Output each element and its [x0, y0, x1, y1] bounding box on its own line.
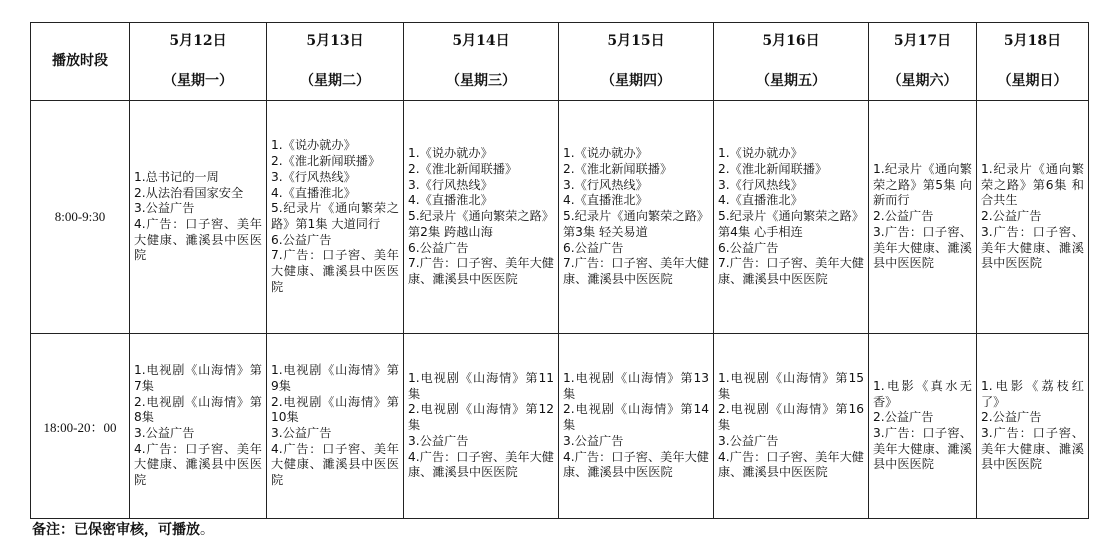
program-cell: [559, 101, 714, 334]
program-cell: [130, 334, 267, 519]
program-item: 2.《淮北新闻联播》: [718, 162, 828, 177]
day-header: [977, 23, 1089, 101]
program-item: 1.电视剧《山海情》第9集: [271, 363, 399, 393]
program-item: 7.广告：口子窖、美年大健康、濉溪县中医医院: [271, 248, 399, 294]
day-date: 5月16日: [762, 33, 820, 49]
program-item: 2.电视剧《山海情》第10集: [271, 394, 399, 425]
note-label: 备注：已保密审核，可播放: [32, 522, 200, 538]
broadcast-schedule-table: [30, 22, 1089, 519]
program-item: 3.广告：口子窖、美年大健康、濉溪县中医医院: [981, 224, 1084, 271]
program-item: 3.公益广告: [134, 201, 195, 216]
program-item: 3.公益广告: [563, 433, 624, 448]
day-weekday: （星期三）: [446, 72, 516, 89]
day-weekday: （星期一）: [163, 72, 233, 89]
program-cell: [404, 334, 559, 519]
program-cell: [130, 101, 267, 334]
program-item: 2.电视剧《山海情》第8集: [134, 394, 262, 425]
program-item: 1.电视剧《山海情》第15集: [718, 371, 864, 401]
program-cell: [714, 101, 869, 334]
program-item: 1.电视剧《山海情》第13集: [563, 371, 709, 401]
day-date: 5月14日: [452, 33, 510, 49]
program-item: 6.公益广告: [718, 240, 779, 255]
program-item: 1.《说办就办》: [718, 146, 803, 161]
program-cell: [977, 334, 1089, 519]
program-item: 2.公益广告: [873, 410, 934, 425]
program-item: 6.公益广告: [563, 240, 624, 255]
program-item: 3.公益广告: [718, 433, 779, 448]
program-cell: [267, 334, 404, 519]
program-item: 4.《直播淮北》: [718, 193, 803, 208]
program-item: 4.广告：口子窖、美年大健康、濉溪县中医医院: [134, 441, 262, 488]
day-date: 5月13日: [306, 33, 364, 49]
day-weekday: （星期四）: [601, 72, 671, 89]
program-item: 1.电视剧《山海情》第7集: [134, 363, 262, 393]
program-item: 4.《直播淮北》: [408, 193, 493, 208]
program-item: 5.纪录片《通向繁荣之路》第4集 心手相连: [718, 209, 864, 239]
program-item: 3.广告：口子窖、美年大健康、濉溪县中医医院: [873, 224, 972, 271]
schedule-row-morning: [31, 101, 1089, 334]
day-date: 5月18日: [1003, 33, 1062, 49]
time-slot: 18:00-20：00: [31, 334, 130, 519]
program-item: 2.《淮北新闻联播》: [563, 162, 673, 177]
program-item: 3.公益广告: [271, 426, 332, 440]
program-item: 2.公益广告: [981, 410, 1042, 425]
program-item: 2.《淮北新闻联播》: [408, 162, 518, 177]
program-item: 5.纪录片《通向繁荣之路》第2集 跨越山海: [408, 209, 554, 239]
note-punct: 。: [200, 522, 214, 538]
time-slot: 8:00-9:30: [31, 101, 130, 334]
program-item: 2.从法治看国家安全: [134, 185, 244, 200]
program-item: 2.电视剧《山海情》第16集: [718, 402, 864, 433]
program-item: 4.广告：口子窖、美年大健康、濉溪县中医医院: [408, 449, 554, 480]
program-item: 3.《行风热线》: [408, 177, 493, 192]
program-item: 5.纪录片《通向繁荣之路》第1集 大道同行: [271, 201, 399, 231]
program-item: 4.广告：口子窖、美年大健康、濉溪县中医医院: [718, 449, 864, 480]
program-item: 4.《直播淮北》: [271, 185, 356, 200]
day-weekday: （星期六）: [887, 72, 958, 89]
day-header: [714, 23, 869, 101]
program-item: 3.公益广告: [134, 426, 195, 440]
program-item: 6.公益广告: [408, 240, 469, 255]
program-item: 1.电影《荔枝红了》: [981, 378, 1084, 409]
program-item: 1.总书记的一周: [134, 169, 219, 184]
header-row: [31, 23, 1089, 101]
program-item: 1.纪录片《通向繁荣之路》第5集 向新而行: [873, 162, 972, 208]
program-item: 1.《说办就办》: [563, 146, 648, 161]
program-item: 2.公益广告: [873, 209, 934, 224]
program-item: 1.纪录片《通向繁荣之路》第6集 和合共生: [981, 162, 1084, 208]
program-item: 3.公益广告: [408, 433, 469, 448]
program-item: 2.公益广告: [981, 209, 1042, 224]
program-item: 3.《行风热线》: [271, 169, 356, 184]
program-item: 6.公益广告: [271, 232, 332, 247]
schedule-row-evening: [31, 334, 1089, 519]
day-date: 5月15日: [607, 33, 665, 49]
program-item: 4.广告：口子窖、美年大健康、濉溪县中医医院: [563, 449, 709, 480]
program-item: 3.《行风热线》: [563, 177, 648, 192]
program-cell: [869, 334, 977, 519]
slot-header: 播放时段: [31, 23, 130, 101]
program-item: 1.《说办就办》: [408, 146, 493, 161]
program-item: 4.《直播淮北》: [563, 193, 648, 208]
program-item: 3.广告：口子窖、美年大健康、濉溪县中医医院: [981, 426, 1084, 472]
program-item: 4.广告：口子窖、美年大健康、濉溪县中医医院: [134, 217, 262, 263]
program-item: 7.广告：口子窖、美年大健康、濉溪县中医医院: [408, 256, 554, 286]
day-weekday: （星期二）: [300, 72, 370, 89]
program-item: 3.广告：口子窖、美年大健康、濉溪县中医医院: [873, 426, 972, 472]
day-header: [267, 23, 404, 101]
program-cell: [977, 101, 1089, 334]
program-item: 5.纪录片《通向繁荣之路》第3集 轻关易道: [563, 209, 709, 239]
program-cell: [869, 101, 977, 334]
program-item: 3.《行风热线》: [718, 177, 803, 192]
program-item: 7.广告：口子窖、美年大健康、濉溪县中医医院: [718, 256, 864, 286]
program-item: 1.《说办就办》: [271, 138, 356, 153]
day-date: 5月12日: [169, 33, 227, 49]
day-header: [130, 23, 267, 101]
program-cell: [559, 334, 714, 519]
program-item: 2.电视剧《山海情》第14集: [563, 402, 709, 433]
day-weekday: （星期日）: [997, 72, 1068, 89]
program-cell: [267, 101, 404, 334]
program-item: 2.电视剧《山海情》第12集: [408, 402, 554, 433]
program-item: 1.电影《真水无香》: [873, 378, 972, 409]
day-header: [869, 23, 977, 101]
program-item: 7.广告：口子窖、美年大健康、濉溪县中医医院: [563, 256, 709, 286]
program-item: 2.《淮北新闻联播》: [271, 154, 381, 169]
day-header: [559, 23, 714, 101]
program-cell: [714, 334, 869, 519]
approval-note: [32, 519, 214, 539]
program-item: 1.电视剧《山海情》第11集: [408, 371, 554, 401]
day-date: 5月17日: [893, 33, 952, 49]
program-item: 4.广告：口子窖、美年大健康、濉溪县中医医院: [271, 441, 399, 488]
program-cell: [404, 101, 559, 334]
day-weekday: （星期五）: [756, 72, 826, 89]
day-header: [404, 23, 559, 101]
